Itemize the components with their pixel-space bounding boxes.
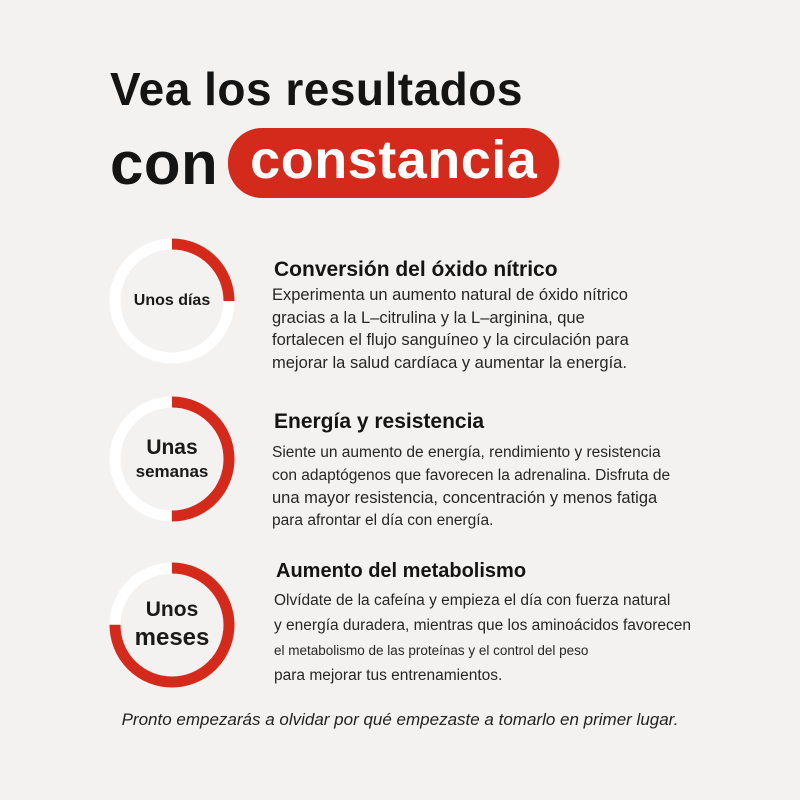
body-line: el metabolismo de las proteínas y el control del peso	[274, 643, 589, 658]
section-body-metabolism	[274, 588, 691, 688]
body-line: y energía duradera, mientras que los aminoácidos favorecen	[274, 617, 692, 634]
body-line: fortalecen el flujo sanguíneo y la circulación para	[272, 331, 629, 349]
body-line: una mayor resistencia, concentración y menos fatiga	[272, 489, 658, 507]
section-title-energy: Energía y resistencia	[274, 410, 485, 433]
ring-label-line: Unas	[146, 436, 198, 460]
progress-ring-weeks	[107, 394, 237, 524]
ring-label-line: meses	[134, 624, 210, 652]
section-body-nitric-oxide	[272, 284, 629, 374]
body-line: Siente un aumento de energía, rendimiento y resistencia	[272, 444, 661, 461]
ring-label	[107, 560, 237, 690]
section-body-energy	[272, 442, 670, 532]
headline-line1: Vea los resultados	[110, 63, 523, 115]
footer-tagline: Pronto empezarás a olvidar por qué empezaste a tomarlo en primer lugar.	[121, 710, 679, 729]
ring-label-line: Unos	[145, 598, 199, 621]
body-line: mejorar la salud cardíaca y aumentar la energía.	[272, 353, 627, 372]
section-title-nitric-oxide: Conversión del óxido nítrico	[274, 258, 558, 281]
body-line: Experimenta un aumento natural de óxido nítrico	[272, 286, 628, 304]
body-line: Olvídate de la cafeína y empieza el día con fuerza natural	[274, 592, 671, 609]
headline-plain-word: con	[110, 129, 219, 197]
ring-label	[107, 236, 237, 366]
progress-ring-months	[107, 560, 237, 690]
ring-label-line: Unos días	[133, 292, 211, 310]
ring-label	[107, 394, 237, 524]
headline-line2	[110, 128, 559, 198]
ring-label-line: semanas	[135, 462, 209, 482]
section-title-metabolism: Aumento del metabolismo	[276, 560, 527, 582]
headline-highlight-pill: constancia	[228, 128, 559, 198]
body-line: para afrontar el día con energía.	[272, 511, 494, 529]
body-line: para mejorar tus entrenamientos.	[274, 667, 503, 684]
progress-ring-days	[107, 236, 237, 366]
body-line: con adaptógenos que favorecen la adrenalina. Disfruta de	[272, 466, 671, 484]
body-line: gracias a la L–citrulina y la L–arginina, que	[272, 308, 585, 327]
